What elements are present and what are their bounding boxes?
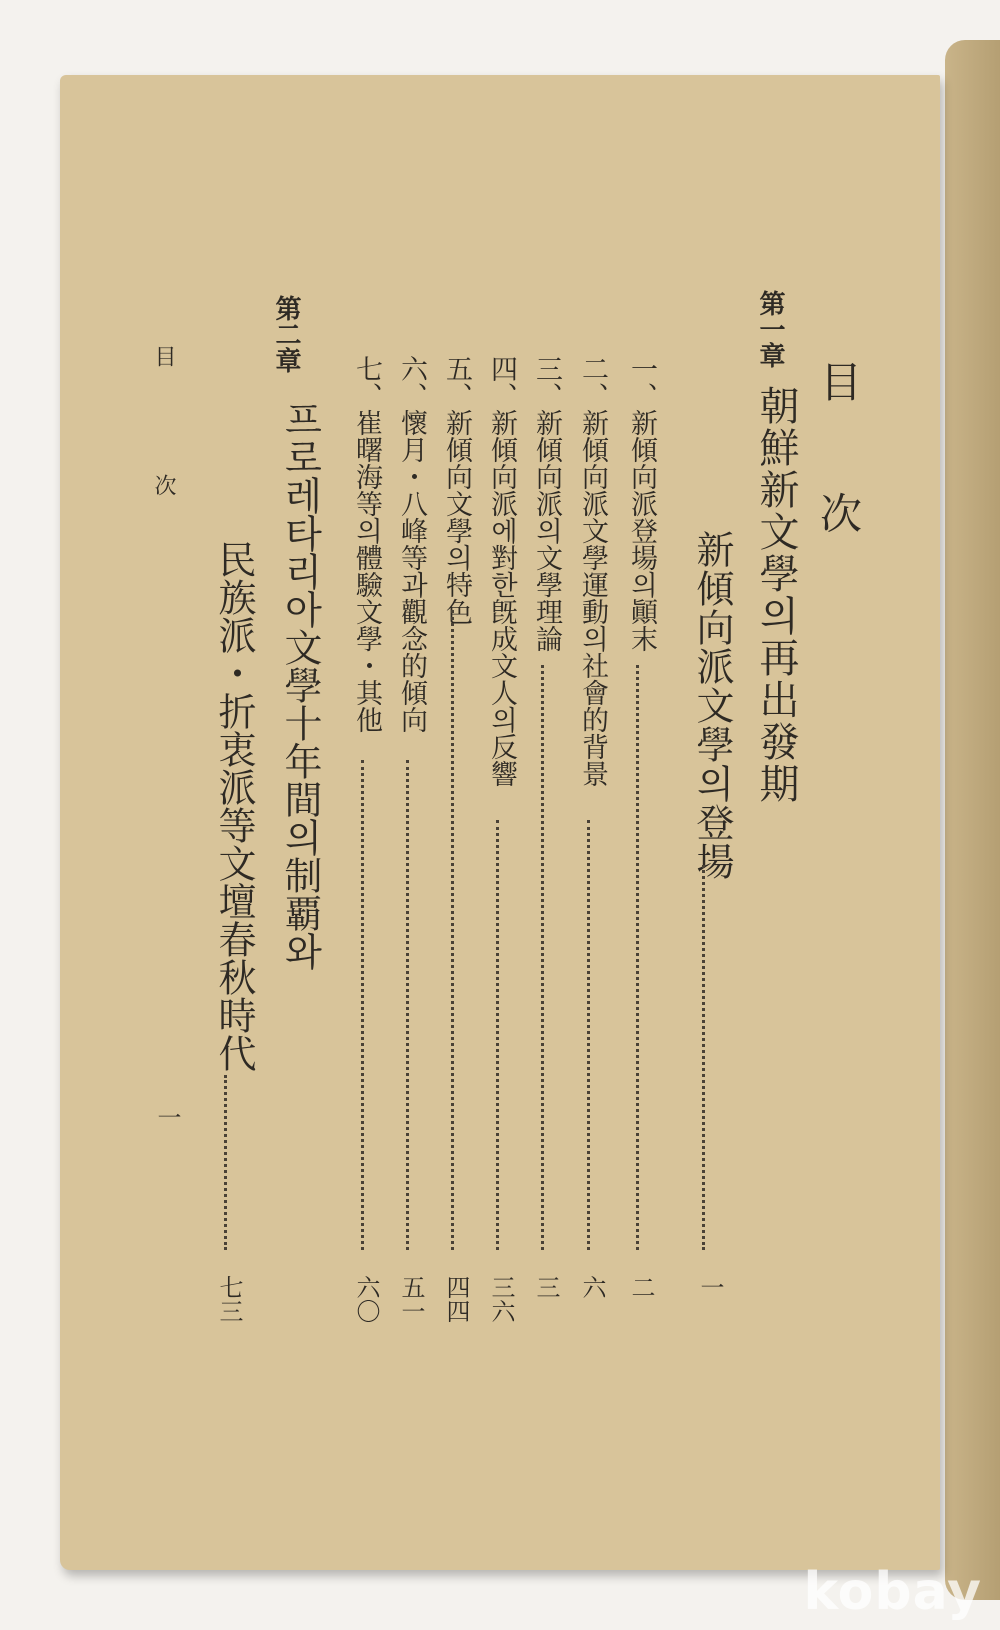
- leader-dots: [541, 665, 544, 1250]
- chapter1-title: 朝鮮新文學의再出發期: [753, 385, 799, 805]
- leader-dots: [702, 865, 705, 1250]
- chapter2-subtitle: 民族派・折衷派等文壇春秋時代: [212, 540, 256, 1072]
- page-number: 三: [532, 1275, 560, 1299]
- leader-dots: [451, 610, 454, 1250]
- running-head: 目 次: [151, 345, 176, 546]
- next-page-edge: [945, 40, 1000, 1600]
- page-number: 四四: [442, 1275, 470, 1323]
- chapter2-title: 프로레타리아文學十年間의制覇와: [278, 400, 322, 970]
- chapter1-label: 第一章: [755, 290, 785, 368]
- page-number: 二: [627, 1275, 655, 1299]
- watermark-logo: kobay: [803, 1562, 982, 1622]
- toc-item: 一、新傾向派登場의顚末: [626, 355, 657, 652]
- page-number: 一: [696, 1275, 724, 1299]
- page-number: 三六: [487, 1275, 515, 1323]
- toc-item: 二、新傾向派文學運動의社會的背景: [577, 355, 608, 787]
- leader-dots: [587, 820, 590, 1250]
- toc-item: 六、懷月・八峰等과觀念的傾向: [396, 355, 427, 733]
- leader-dots: [224, 1075, 227, 1250]
- chapter2-label: 第二章: [271, 295, 301, 373]
- toc-item: 三、新傾向派의文學理論: [531, 355, 562, 652]
- leader-dots: [406, 760, 409, 1250]
- page-number: 七三: [215, 1275, 243, 1323]
- book-page: [60, 75, 940, 1570]
- toc-title: 目 次: [814, 360, 863, 572]
- toc-item: 七、崔曙海等의體驗文學・其他: [351, 355, 382, 733]
- toc-item: 四、新傾向派에對한旣成文人의反響: [486, 355, 517, 787]
- page-number: 六〇: [352, 1275, 380, 1323]
- chapter1-subtitle: 新傾向派文學의登場: [690, 530, 734, 881]
- folio: 一: [153, 1105, 181, 1129]
- leader-dots: [496, 820, 499, 1250]
- page-number: 六: [578, 1275, 606, 1299]
- leader-dots: [361, 760, 364, 1250]
- toc-item: 五、新傾向文學의特色: [441, 355, 472, 625]
- page-number: 五一: [397, 1275, 425, 1323]
- leader-dots: [636, 665, 639, 1250]
